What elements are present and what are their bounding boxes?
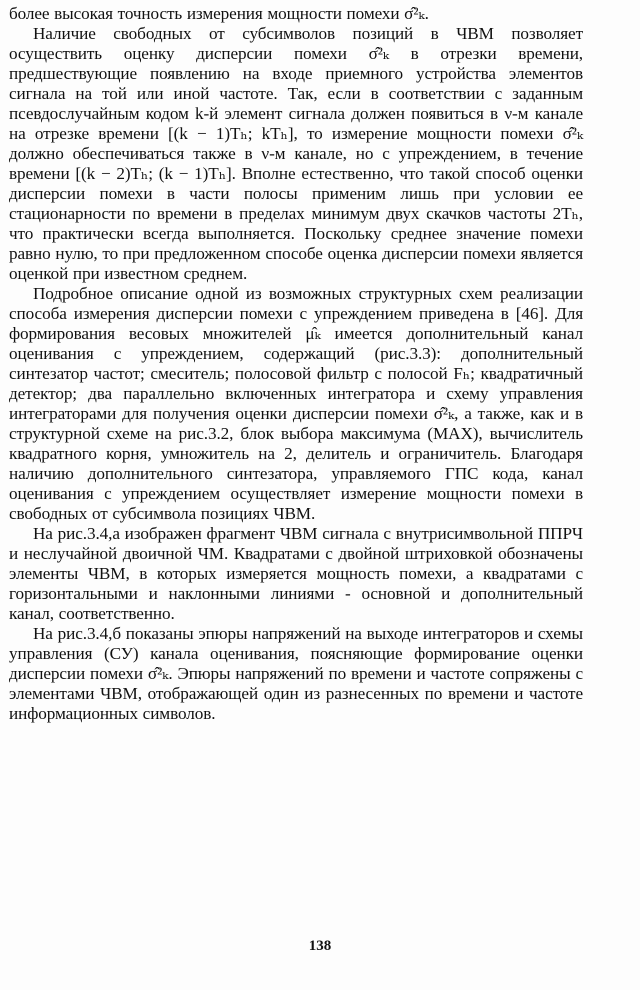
body-text (9, 4, 583, 724)
paragraph-1: более высокая точность измерения мощности помехи σ̂²ₖ. (9, 4, 429, 23)
page-number: 138 (308, 938, 332, 954)
paragraph-5: На рис.3.4,б показаны эпюры напряжений на выходе интеграторов и схемы управления (СУ) канала оценивания, поясняющие формирование оценки дисперсии помехи σ̂²ₖ. Эпюры напряжений по времени и частоте сопряжены с элементами ЧВМ, отображающей один из разнесенных по времени и частоте информационных символов. (9, 624, 583, 723)
paragraph-3: Подробное описание одной из возможных структурных схем реализации способа измерения дисперсии помехи с упреждением приведена в [46]. Для формирования весовых множителей μ̂ₖ имеется дополнительный канал оценивания с упреждением, содержащий (рис.3.3): дополнительный синтезатор частот; смеситель; полосовой фильтр с полосой Fₕ; квадратичный детектор; два параллельно включенных интегратора и схему управления интеграторами для получения оценки дисперсии помехи σ̂²ₖ, а также, как и в структурной схеме на рис.3.2, блок выбора максимума (MAX), вычислитель квадратного корня, умножитель на 2, делитель и ограничитель. Благодаря наличию дополнительного синтезатора, управляемого ГПС кода, канал оценивания с упреждением осуществляет измерение мощности помехи в свободных от субсимвола позициях ЧВМ. (9, 284, 583, 523)
paragraph-2: Наличие свободных от субсимволов позиций в ЧВМ позволяет осуществить оценку дисперсии помехи σ̂²ₖ в отрезки времени, предшествующие появлению на входе приемного устройства элементов сигнала на той или иной частоте. Так, если в соответствии с заданным псевдослучайным кодом k-й элемент сигнала должен появиться в ν-м канале на отрезке времени [(k − 1)Tₕ; kTₕ], то измерение мощности помехи σ̂²ₖ должно обеспечиваться также в ν-м канале, но с упреждением, в течение времени [(k − 2)Tₕ; (k − 1)Tₕ]. Вполне естественно, что такой способ оценки дисперсии помехи в части полосы применим лишь при условии ее стационарности по времени в пределах минимум двух скачков частоты 2Tₕ, что практически всегда выполняется. Поскольку среднее значение помехи равно нулю, то при предложенном способе оценка дисперсии помехи является оценкой при известном среднем. (9, 24, 583, 283)
paragraph-4: На рис.3.4,а изображен фрагмент ЧВМ сигнала с внутрисимвольной ППРЧ и неслучайной двоичной ЧМ. Квадратами с двойной штриховкой обозначены элементы ЧВМ, в которых измеряется мощность помехи, а квадратами с горизонтальными и наклонными линиями - основной и дополнительный канал, соответственно. (9, 524, 583, 623)
